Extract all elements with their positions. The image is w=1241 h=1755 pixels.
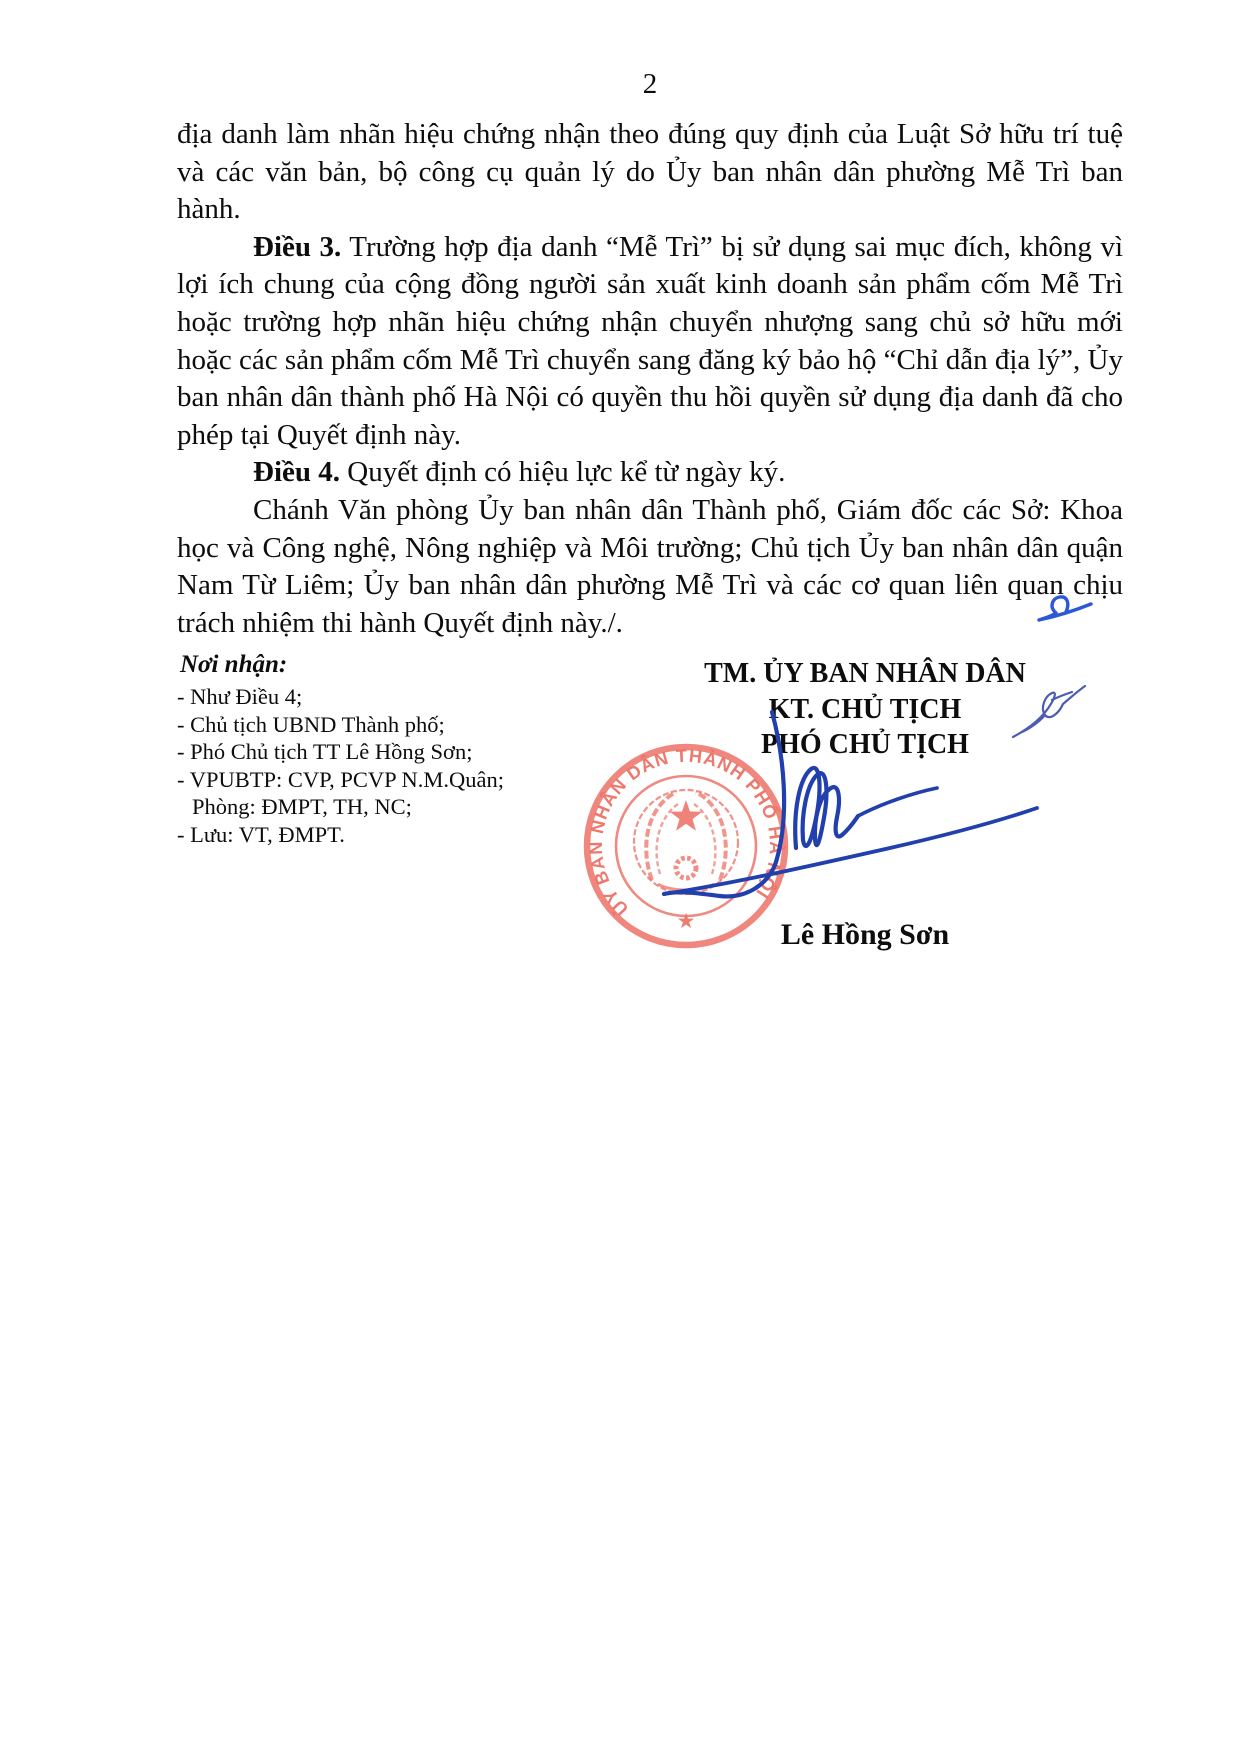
seal-rings-and-emblem [587,747,785,945]
official-seal [586,746,787,945]
recipient-item: Phòng: ĐMPT, TH, NC; [192,794,412,819]
seal-texts [586,746,787,933]
signature-authority-block [640,656,1090,763]
recipient-item: - Phó Chủ tịch TT Lê Hồng Sơn; [177,739,473,764]
seal-inner-ring [616,776,756,916]
emblem-rice-stalk-inner-left [657,804,678,874]
paragraph-text: Chánh Văn phòng Ủy ban nhân dân Thành phố, Giám đốc các Sở: Khoa học và Công nghệ, Nông nghiệp và Môi trường; Chủ tịch Ủy ban nhân dân quận Nam Từ Liêm; Ủy ban nhân dân phường Mễ Trì và các cơ quan liên quan chịu trách nhiệm thi hành Quyết định này./. [177,493,1123,639]
paragraph [177,454,1123,492]
signer-name: Lê Hồng Sơn [780,918,950,951]
emblem-star-icon [670,800,702,831]
signature-tail-flourish [664,808,1037,894]
emblem-border-circle [634,790,738,894]
paragraph [177,116,1123,229]
recipient-item: - VPUBTP: CVP, PCVP N.M.Quân; [177,766,504,792]
article-3-label: Điều 3. [253,230,342,263]
paragraph-text: địa danh làm nhãn hiệu chứng nhận theo đúng quy định của Luật Sở hữu trí tuệ và các văn bản, bộ công cụ quản lý do Ủy ban nhân dân phường Mễ Trì ban hành. [177,118,1123,226]
emblem-rice-stalk-left [646,792,676,880]
recipient-item: - Chủ tịch UBND Thành phố; [177,711,445,737]
paragraph [177,492,1123,642]
authority-line: TM. ỦY BAN NHÂN DÂN [704,658,1026,689]
emblem-rice-stalk-right [696,792,726,880]
seal-arc-text: ỦY BAN NHÂN DÂN THÀNH PHỐ HÀ NỘI [585,745,787,920]
signature-loops [795,768,858,848]
page-number: 2 [642,68,658,100]
article-4-label: Điều 4. [253,456,340,489]
seal-star-icon: ★ [676,909,696,933]
signature-upper-flourish [858,788,937,816]
recipients-list [177,683,537,848]
emblem-gear-icon [676,858,696,878]
acting-capacity-line: KT. CHỦ TỊCH [768,693,962,725]
recipient-item: - Lưu: VT, ĐMPT. [177,821,345,847]
paragraph-text: Quyết định có hiệu lực kể từ ngày ký. [340,456,786,489]
paragraph [177,229,1123,455]
recipients-block [177,650,537,848]
signer-title-line: PHÓ CHỦ TỊCH [761,729,969,761]
emblem-rice-stalk-inner-right [694,804,715,874]
recipient-item: - Như Điều 4; [177,684,303,709]
paragraph-text: Trường hợp địa danh “Mễ Trì” bị sử dụng sai mục đích, không vì lợi ích chung của cộng đồng người sản xuất kinh doanh sản phẩm cốm Mễ Trì hoặc trường hợp nhãn hiệu chứng nhận chuyển nhượng sang chủ sở hữu mới hoặc các sản phẩm cốm Mễ Trì chuyển sang đăng ký bảo hộ “Chỉ dẫn địa lý”, Ủy ban nhân dân thành phố Hà Nội có quyền thu hồi quyền sử dụng địa danh đã cho phép tại Quyết định này. [177,230,1124,451]
seal-outer-ring [587,747,785,945]
emblem-banner [658,884,714,890]
recipients-label: Nơi nhận: [180,651,288,678]
document-body [177,116,1123,642]
